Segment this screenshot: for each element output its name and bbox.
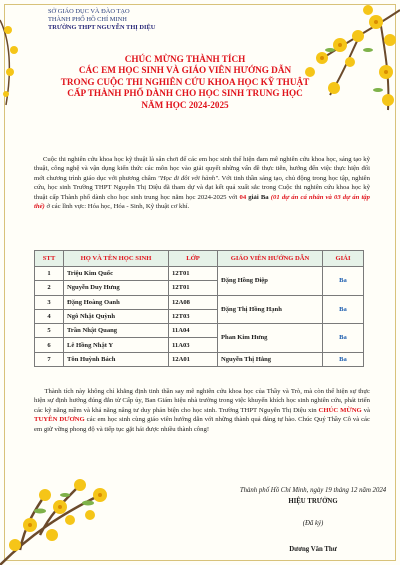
intro-text-a: Cuộc thi nghiên cứu khoa học kỹ thuật là sân chơi để các em học sinh thể hiện đam mê nghiên cứu khoa học, sáng tạo kỹ thuật, công nghệ và vận dụng kiến thức các môn học vào giải quyết những vấn đề thực tiễn, hướng đến việc thực hiện đổi mới chương trình giáo dục với phương châm [34, 156, 370, 182]
title-line-5: NĂM HỌC 2024-2025 [141, 99, 229, 110]
row-class: 12A08 [169, 295, 218, 309]
row-teacher: Đặng Thị Hồng Hạnh [218, 295, 323, 324]
title-line-3: TRONG CUỘC THI NGHIÊN CỨU KHOA HỌC KỸ THUẬT [60, 76, 310, 87]
row-student: Trần Nhật Quang [64, 324, 169, 338]
row-award: Ba [323, 324, 364, 353]
row-teacher: Nguyễn Thị Hằng [218, 352, 323, 366]
intro-count: 04 [239, 193, 247, 201]
row-award: Ba [323, 295, 364, 324]
row-class: 12T01 [169, 267, 218, 281]
closing-paragraph [34, 387, 370, 434]
row-class: 11A03 [169, 338, 218, 352]
intro-detail: (01 dự án cá nhân và 03 dự án tập thể) [34, 193, 370, 211]
table-row [35, 267, 364, 281]
header-student-name: HỌ VÀ TÊN HỌC SINH [64, 251, 169, 267]
title-line-4: CẤP THÀNH PHỐ DÀNH CHO HỌC SINH TRUNG HỌC [67, 88, 303, 99]
row-stt: 4 [35, 309, 64, 323]
signed-note: (Đã ký) [302, 520, 324, 527]
intro-text-c: ở các lĩnh vực: Hóa học, Hóa - Sinh, Kỹ thuật cơ khí. [44, 203, 190, 211]
closing-text-a: Thành tích này không chỉ khẳng định tinh thần say mê nghiên cứu khoa học của Thầy và Trò, mà còn thể hiện sự thực hiện sự định hướng đúng đắn từ Cấp ủy, Ban Giám hiệu nhà trường trong việc khuyến khích học sinh nghiên cứu, phát triển các kỹ năng mềm và khả năng nâng tư duy phản biện cho học sinh. Trường THPT Nguyễn Thị Diệu xin [34, 388, 370, 414]
row-student: Lê Hồng Nhật Y [64, 338, 169, 352]
title-line-1: CHÚC MỪNG THÀNH TÍCH [124, 54, 246, 64]
row-class: 11A04 [169, 324, 218, 338]
table-header-row [35, 251, 364, 267]
intro-prize: giải Ba [246, 193, 269, 201]
header-city: THÀNH PHỐ HỒ CHÍ MINH [48, 16, 127, 23]
row-stt: 7 [35, 352, 64, 366]
row-stt: 2 [35, 281, 64, 295]
row-award: Ba [323, 352, 364, 366]
school-header [48, 8, 218, 32]
row-stt: 5 [35, 324, 64, 338]
table-row [35, 295, 364, 309]
place-date: Thành phố Hồ Chí Minh, ngày 19 tháng 12 năm 2024 [239, 487, 387, 494]
closing-text-b: các em học sinh cùng giáo viên hướng dẫn với những thành quả đáng tự hào. Chúc Quý Thầy Cô và các em giữ vững phong độ và tiếp tục gặt hái được nhiều thành công! [34, 416, 370, 433]
header-teacher: GIÁO VIÊN HƯỚNG DẪN [218, 251, 323, 267]
row-student: Ngô Nhật Quỳnh [64, 309, 169, 323]
closing-and: và [361, 406, 370, 414]
header-department: SỞ GIÁO DỤC VÀ ĐÀO TẠO [48, 8, 130, 15]
row-class: 12T03 [169, 309, 218, 323]
row-stt: 6 [35, 338, 64, 352]
row-stt: 3 [35, 295, 64, 309]
table-row [35, 324, 364, 338]
principal-name: Dương Văn Thư [289, 546, 337, 553]
intro-motto: "Học đi đôi với hành" [157, 174, 218, 182]
closing-commend: TUYÊN DƯƠNG [34, 416, 85, 424]
row-stt: 1 [35, 267, 64, 281]
header-stt: STT [35, 251, 64, 267]
intro-text-b: . Với tinh thần sáng tạo, chủ động trong học tập, nghiên cứu, học sinh Trường THPT Nguyễn Thị Diệu đã tham dự và đạt kết quả xuất sắc trong Cuộc thi nghiên cứu khoa học kỹ thuật cấp Thành phố dành cho học sinh trung học năm học 2024-2025 với [34, 174, 370, 201]
title-line-2: CÁC EM HỌC SINH VÀ GIÁO VIÊN HƯỚNG DẪN [78, 65, 292, 76]
row-class: 12T01 [169, 281, 218, 295]
row-class: 12A01 [169, 352, 218, 366]
row-student: Tôn Huỳnh Bách [64, 352, 169, 366]
row-student: Đặng Hoàng Oanh [64, 295, 169, 309]
table-row [35, 352, 364, 366]
awards-table [34, 250, 364, 367]
row-award: Ba [323, 267, 364, 296]
intro-paragraph [34, 155, 370, 211]
closing-congrats: CHÚC MỪNG [318, 406, 362, 414]
header-class: LỚP [169, 251, 218, 267]
header-school: TRƯỜNG THPT NGUYỄN THỊ DIỆU [48, 24, 156, 31]
header-award: GIẢI [323, 251, 364, 267]
congratulation-title [60, 54, 310, 111]
row-student: Nguyễn Duy Hưng [64, 281, 169, 295]
row-teacher: Đặng Hồng Điệp [218, 267, 323, 296]
row-student: Triệu Kim Quốc [64, 267, 169, 281]
apricot-blossom-left-decoration [0, 10, 40, 110]
principal-title: HIỆU TRƯỞNG [288, 498, 338, 505]
row-teacher: Phan Kim Hưng [218, 324, 323, 353]
apricot-branch-bottom-decoration [0, 415, 150, 565]
